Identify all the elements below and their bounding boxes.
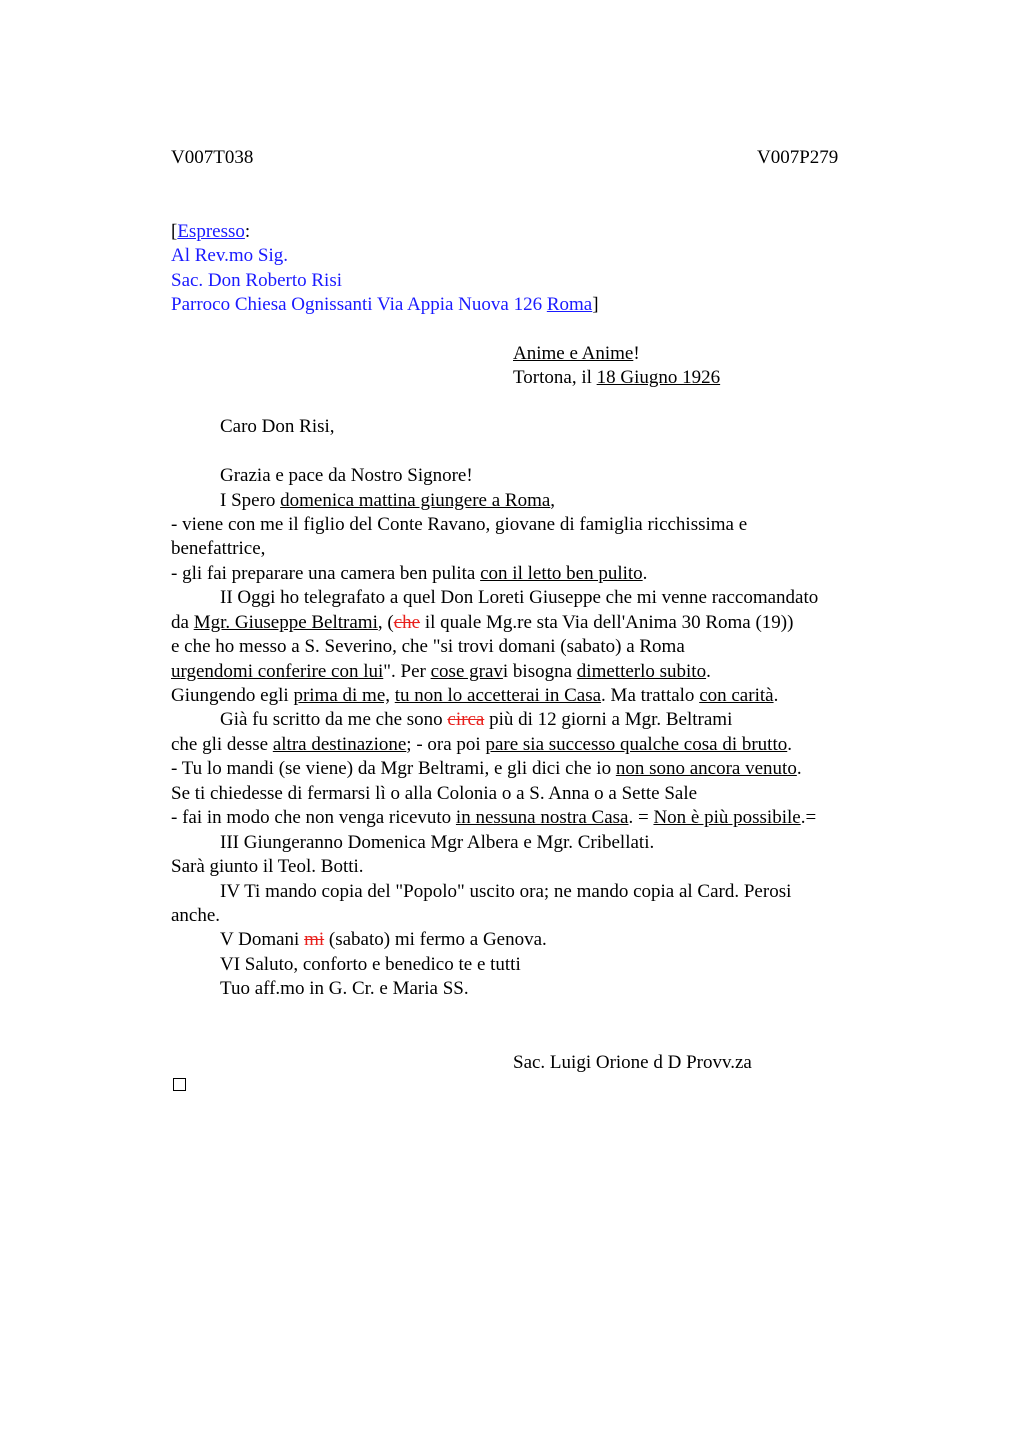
- text: ,: [550, 490, 556, 511]
- text: .: [773, 685, 779, 706]
- text: . =: [628, 807, 654, 828]
- underlined-text: Mgr. Giuseppe Beltrami: [193, 612, 378, 633]
- colon: :: [244, 221, 251, 242]
- address-line-4: [171, 293, 599, 317]
- text: più di 12 giorni a Mgr. Beltrami: [484, 709, 733, 730]
- text: .: [787, 734, 792, 755]
- underlined-text: prima di me,: [293, 685, 390, 706]
- text: - fai in modo che non venga ricevuto: [171, 807, 456, 828]
- motto: Anime e Anime: [513, 343, 634, 364]
- text: V Domani: [220, 929, 305, 950]
- text: il quale Mg.re sta Via dell'Anima 30 Roma (19)): [420, 612, 794, 633]
- text: da: [171, 612, 194, 633]
- underlined-text: altra destinazione: [272, 734, 407, 755]
- text: Già fu scritto da me che sono: [220, 709, 448, 730]
- underlined-text: cose grav: [430, 661, 503, 682]
- archive-code-left: V007T038: [171, 147, 254, 168]
- date: 18 Giugno 1926: [596, 367, 721, 388]
- bracket-close: ]: [592, 294, 599, 315]
- underlined-text: domenica mattina giungere a Roma: [280, 490, 551, 511]
- espresso-label: Espresso: [177, 221, 245, 242]
- text: (sabato) mi fermo a Genova.: [324, 929, 547, 950]
- address-city: Roma: [546, 294, 593, 315]
- body-line: [220, 928, 547, 952]
- underlined-text: con carità: [699, 685, 774, 706]
- greeting-line: Grazia e pace da Nostro Signore!: [220, 465, 473, 486]
- body-line: benefattrice,: [171, 538, 266, 559]
- body-line: [171, 684, 778, 708]
- body-line: anche.: [171, 905, 221, 926]
- body-line: [171, 611, 793, 635]
- underlined-text: dimetterlo subito: [576, 661, 707, 682]
- address-street: Parroco Chiesa Ognissanti Via Appia Nuova 126: [171, 294, 547, 315]
- text: Giungendo egli: [171, 685, 294, 706]
- body-line: II Oggi ho telegrafato a quel Don Loreti Giuseppe che mi venne raccomandato: [220, 587, 819, 608]
- body-line: - viene con me il figlio del Conte Ravano, giovane di famiglia ricchissima e: [171, 514, 748, 535]
- text: , (: [377, 612, 394, 633]
- deleted-text: circa: [447, 709, 485, 730]
- underlined-text: urgendomi conferire con lui: [171, 661, 384, 682]
- text: .: [706, 661, 711, 682]
- body-line: e che ho messo a S. Severino, che "si trovi domani (sabato) a Roma: [171, 636, 685, 657]
- text: ". Per: [383, 661, 431, 682]
- text: .: [642, 563, 648, 584]
- closing-line: Tuo aff.mo in G. Cr. e Maria SS.: [220, 978, 469, 999]
- text: .=: [800, 807, 817, 828]
- archive-code-right: V007P279: [757, 147, 839, 168]
- underlined-text: non sono ancora venuto: [615, 758, 797, 779]
- body-line: [171, 660, 711, 684]
- address-line-2: Al Rev.mo Sig.: [171, 245, 288, 266]
- body-line: [171, 806, 816, 830]
- body-line: [220, 708, 732, 732]
- body-line: [171, 733, 792, 757]
- motto-line: [513, 342, 640, 366]
- text: . Ma trattalo: [601, 685, 700, 706]
- body-line: III Giungeranno Domenica Mgr Albera e Mgr. Cribellati.: [220, 832, 655, 853]
- body-line: IV Ti mando copia del "Popolo" uscito ora; ne mando copia al Card. Perosi: [220, 881, 792, 902]
- address-line-1: [171, 220, 250, 244]
- text: i bisogna: [502, 661, 577, 682]
- text: I Spero: [220, 490, 281, 511]
- checkbox-icon: [173, 1078, 186, 1091]
- body-line: [171, 757, 802, 781]
- body-line: [220, 489, 555, 513]
- underlined-text: Non è più possibile: [653, 807, 801, 828]
- underlined-text: tu non lo accetterai in Casa: [394, 685, 602, 706]
- underlined-text: con il letto ben pulito: [480, 563, 643, 584]
- salutation: Caro Don Risi,: [220, 416, 335, 437]
- text: ; - ora poi: [406, 734, 486, 755]
- date-line: [513, 366, 720, 390]
- text: che gli desse: [171, 734, 273, 755]
- address-line-3: Sac. Don Roberto Risi: [171, 270, 342, 291]
- body-line: Se ti chiedesse di fermarsi lì o alla Colonia o a S. Anna o a Sette Sale: [171, 783, 698, 804]
- underlined-text: in nessuna nostra Casa: [455, 807, 629, 828]
- deleted-text: che: [393, 612, 421, 633]
- place: Tortona, il: [513, 367, 597, 388]
- bracket-open: [: [171, 221, 178, 242]
- text: - Tu lo mandi (se viene) da Mgr Beltrami, e gli dici che io: [171, 758, 616, 779]
- text: - gli fai preparare una camera ben pulita: [171, 563, 481, 584]
- body-line: [171, 562, 647, 586]
- text: .: [796, 758, 802, 779]
- body-line: Sarà giunto il Teol. Botti.: [171, 856, 364, 877]
- deleted-text: mi: [304, 929, 325, 950]
- underlined-text: pare sia successo qualche cosa di brutto: [485, 734, 788, 755]
- motto-mark: !: [633, 343, 640, 364]
- body-line: VI Saluto, conforto e benedico te e tutti: [220, 954, 521, 975]
- signature: Sac. Luigi Orione d D Provv.za: [513, 1052, 752, 1073]
